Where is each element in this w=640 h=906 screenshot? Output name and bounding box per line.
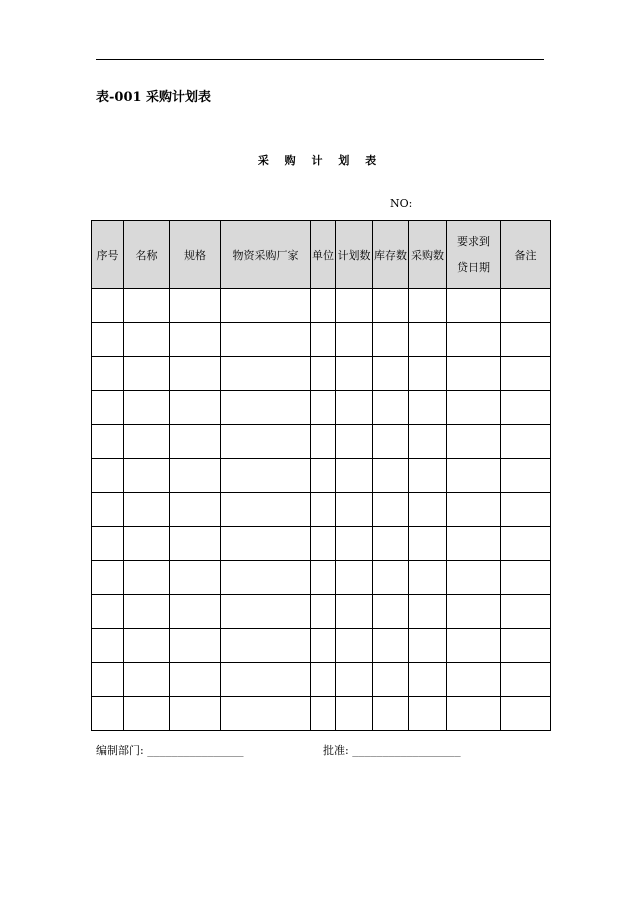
table-cell[interactable] (221, 561, 311, 595)
table-row (92, 289, 551, 323)
table-cell[interactable] (311, 391, 336, 425)
table-cell[interactable] (170, 425, 221, 459)
table-cell[interactable] (447, 527, 501, 561)
table-cell[interactable] (124, 561, 170, 595)
table-cell[interactable] (373, 323, 409, 357)
table-cell[interactable] (373, 527, 409, 561)
table-row (92, 357, 551, 391)
table-cell[interactable] (373, 663, 409, 697)
table-cell[interactable] (92, 493, 124, 527)
table-cell[interactable] (336, 459, 373, 493)
table-cell[interactable] (311, 561, 336, 595)
table-cell[interactable] (124, 527, 170, 561)
table-cell[interactable] (124, 357, 170, 391)
prepared-by-dept-label: 编制部门: (96, 744, 144, 757)
table-cell[interactable] (170, 561, 221, 595)
table-cell[interactable] (409, 527, 447, 561)
table-cell[interactable] (336, 357, 373, 391)
table-cell[interactable] (170, 697, 221, 731)
table-cell[interactable] (501, 493, 551, 527)
table-cell[interactable] (501, 459, 551, 493)
table-cell[interactable] (373, 391, 409, 425)
table-cell[interactable] (447, 391, 501, 425)
table-cell[interactable] (501, 629, 551, 663)
table-row (92, 629, 551, 663)
table-cell[interactable] (373, 459, 409, 493)
table-cell[interactable] (170, 391, 221, 425)
header-planned-qty: 计划数 (336, 221, 373, 289)
table-cell[interactable] (501, 595, 551, 629)
table-cell[interactable] (409, 459, 447, 493)
table-cell[interactable] (221, 289, 311, 323)
table-cell[interactable] (311, 595, 336, 629)
table-cell[interactable] (501, 289, 551, 323)
table-cell[interactable] (336, 595, 373, 629)
table-cell[interactable] (311, 425, 336, 459)
header-row (92, 221, 551, 289)
table-cell[interactable] (447, 697, 501, 731)
table-cell[interactable] (447, 425, 501, 459)
table-cell[interactable] (409, 425, 447, 459)
table-cell[interactable] (221, 629, 311, 663)
table-cell[interactable] (336, 697, 373, 731)
table-cell[interactable] (336, 425, 373, 459)
table-cell[interactable] (124, 629, 170, 663)
table-cell[interactable] (221, 663, 311, 697)
table-cell[interactable] (92, 595, 124, 629)
table-cell[interactable] (409, 663, 447, 697)
table-cell[interactable] (501, 357, 551, 391)
table-cell[interactable] (124, 425, 170, 459)
table-cell[interactable] (170, 663, 221, 697)
table-cell[interactable] (124, 697, 170, 731)
table-cell[interactable] (447, 323, 501, 357)
table-cell[interactable] (447, 357, 501, 391)
table-row (92, 493, 551, 527)
table-cell[interactable] (221, 493, 311, 527)
table-cell[interactable] (336, 289, 373, 323)
purchase-plan-table (91, 220, 551, 731)
table-cell[interactable] (409, 493, 447, 527)
table-cell[interactable] (501, 323, 551, 357)
document-id-title: 表-001 采购计划表 (96, 90, 212, 105)
table-cell[interactable] (409, 391, 447, 425)
table-cell[interactable] (501, 561, 551, 595)
table-cell[interactable] (124, 663, 170, 697)
table-cell[interactable] (92, 289, 124, 323)
header-name: 名称 (124, 221, 170, 289)
table-cell[interactable] (373, 289, 409, 323)
table-cell[interactable] (170, 527, 221, 561)
table-cell[interactable] (373, 425, 409, 459)
table-cell[interactable] (447, 561, 501, 595)
table-cell[interactable] (501, 527, 551, 561)
header-stock-qty: 库存数 (373, 221, 409, 289)
table-cell[interactable] (311, 289, 336, 323)
table-cell[interactable] (92, 391, 124, 425)
table-cell[interactable] (311, 697, 336, 731)
header-due-date-line2: 贷日期 (457, 260, 490, 274)
table-cell[interactable] (221, 323, 311, 357)
table-cell[interactable] (124, 391, 170, 425)
header-purchase-qty: 采购数 (409, 221, 447, 289)
table-cell[interactable] (336, 629, 373, 663)
table-cell[interactable] (311, 459, 336, 493)
table-cell[interactable] (336, 663, 373, 697)
table-cell[interactable] (409, 629, 447, 663)
table-cell[interactable] (447, 595, 501, 629)
table-cell[interactable] (501, 391, 551, 425)
table-row (92, 697, 551, 731)
table-cell[interactable] (221, 595, 311, 629)
table-cell[interactable] (221, 425, 311, 459)
table-cell[interactable] (92, 697, 124, 731)
header-spec: 规格 (170, 221, 221, 289)
table-cell[interactable] (373, 629, 409, 663)
table-cell[interactable] (92, 527, 124, 561)
header-serial: 序号 (92, 221, 124, 289)
table-cell[interactable] (336, 527, 373, 561)
table-cell[interactable] (501, 663, 551, 697)
table-cell[interactable] (373, 561, 409, 595)
table-cell[interactable] (124, 289, 170, 323)
table-cell[interactable] (373, 357, 409, 391)
table-cell[interactable] (409, 697, 447, 731)
table-cell[interactable] (92, 561, 124, 595)
table-cell[interactable] (373, 595, 409, 629)
table-cell[interactable] (92, 425, 124, 459)
approved-by-label: 批准: (323, 744, 349, 757)
table-cell[interactable] (92, 323, 124, 357)
table-cell[interactable] (447, 493, 501, 527)
table-cell[interactable] (336, 391, 373, 425)
table-cell[interactable] (311, 663, 336, 697)
table-cell[interactable] (311, 527, 336, 561)
table-cell[interactable] (373, 493, 409, 527)
table-cell[interactable] (447, 459, 501, 493)
table-cell[interactable] (221, 459, 311, 493)
table-body (92, 289, 551, 731)
table-cell[interactable] (92, 629, 124, 663)
header-unit: 单位 (311, 221, 336, 289)
table-cell[interactable] (409, 289, 447, 323)
table-row (92, 323, 551, 357)
number-label: NO: (390, 197, 413, 210)
table-cell[interactable] (336, 561, 373, 595)
table-cell[interactable] (373, 697, 409, 731)
table-cell[interactable] (92, 459, 124, 493)
form-title: 采 购 计 划 表 (257, 154, 383, 167)
table-cell[interactable] (311, 493, 336, 527)
table-cell[interactable] (170, 629, 221, 663)
table-cell[interactable] (92, 357, 124, 391)
table-cell[interactable] (409, 357, 447, 391)
header-supplier: 物资采购厂家 (221, 221, 311, 289)
table-cell[interactable] (447, 663, 501, 697)
prepared-by-dept-blank[interactable]: ________________ (147, 746, 244, 757)
table-cell[interactable] (170, 595, 221, 629)
header-due-date-line1: 要求到 (457, 234, 490, 248)
table-cell[interactable] (221, 391, 311, 425)
table-cell[interactable] (221, 357, 311, 391)
table-cell[interactable] (409, 595, 447, 629)
table-cell[interactable] (170, 493, 221, 527)
table-cell[interactable] (336, 323, 373, 357)
table-cell[interactable] (124, 595, 170, 629)
table-row (92, 527, 551, 561)
top-rule (96, 59, 544, 60)
table-cell[interactable] (92, 663, 124, 697)
table-cell[interactable] (409, 323, 447, 357)
table-cell[interactable] (501, 425, 551, 459)
table-cell[interactable] (311, 323, 336, 357)
table-cell[interactable] (170, 323, 221, 357)
approved-by (323, 742, 461, 758)
header-remarks: 备注 (501, 221, 551, 289)
table-row (92, 391, 551, 425)
table-cell[interactable] (221, 697, 311, 731)
table-row (92, 459, 551, 493)
prepared-by-dept (96, 742, 244, 758)
table-cell[interactable] (124, 459, 170, 493)
header-due-date (447, 221, 501, 289)
table-cell[interactable] (501, 697, 551, 731)
table-row (92, 663, 551, 697)
table-cell[interactable] (311, 357, 336, 391)
table-cell[interactable] (221, 527, 311, 561)
table-cell[interactable] (124, 323, 170, 357)
table-cell[interactable] (447, 629, 501, 663)
approved-by-blank[interactable]: __________________ (352, 746, 461, 757)
table-cell[interactable] (170, 459, 221, 493)
table-cell[interactable] (170, 357, 221, 391)
table-cell[interactable] (124, 493, 170, 527)
table-cell[interactable] (336, 493, 373, 527)
table-cell[interactable] (447, 289, 501, 323)
table-cell[interactable] (170, 289, 221, 323)
table-row (92, 425, 551, 459)
table-cell[interactable] (409, 561, 447, 595)
table-cell[interactable] (311, 629, 336, 663)
table-row (92, 595, 551, 629)
table-row (92, 561, 551, 595)
